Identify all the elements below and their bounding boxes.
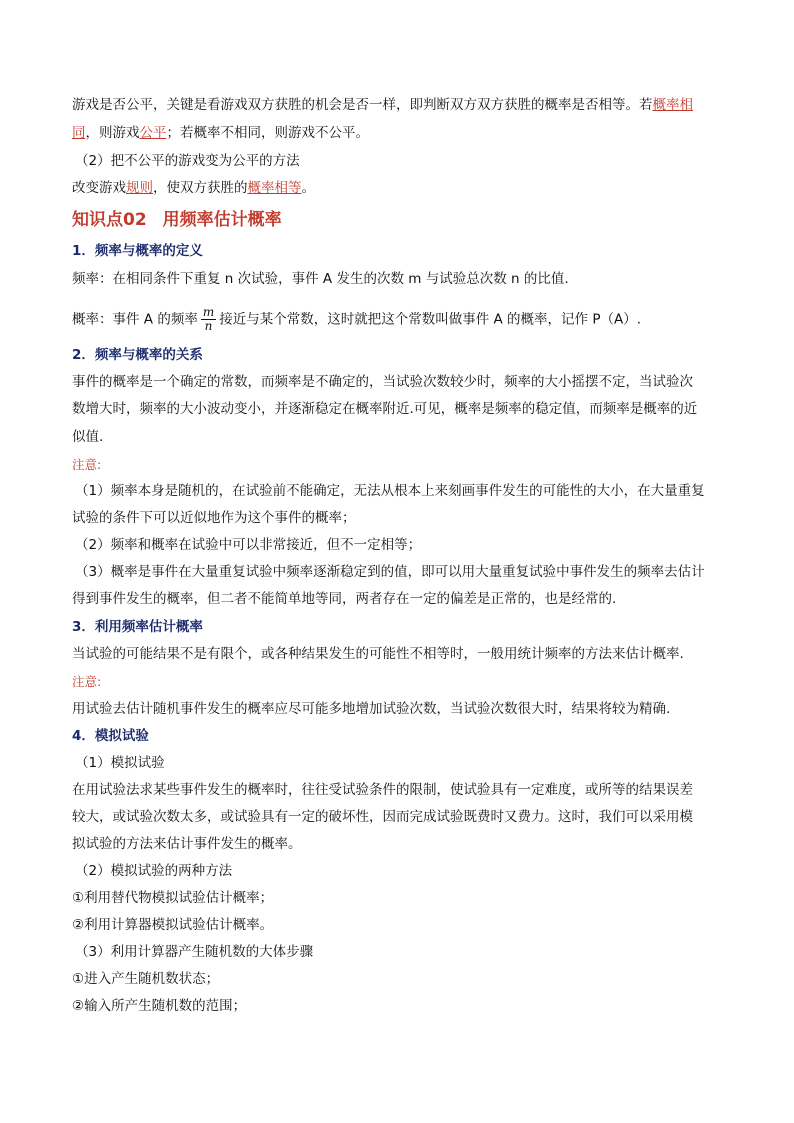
text: 改变游戏 <box>72 180 126 196</box>
text: 概率：事件 A 的频率 <box>72 311 198 328</box>
s4-step-2: ②输入所产生随机数的范围； <box>72 998 247 1014</box>
text: 游戏是否公平，关键是看游戏双方获胜的机会是否一样，即判断双方双方获胜的概率是否相等。若 <box>72 97 653 113</box>
s2-item: 得到事件发生的概率，但二者不能简单地等同，两者存在一定的偏差是正常的，也是经常的. <box>72 591 617 607</box>
s3-title: 3．利用频率估计概率 <box>72 619 203 635</box>
s3-line: 当试验的可能结果不是有限个，或各种结果发生的可能性不相等时，一般用统计频率的方法来估计概率. <box>72 646 684 662</box>
heading-title: 用频率估计概率 <box>162 210 282 230</box>
fraction-numerator: m <box>202 305 215 319</box>
fraction-denominator: n <box>204 319 213 333</box>
s4-line: 较大，或试验次数太多，或试验具有一定的破坏性，因而完成试验既费时又费力。这时，我们可以采用模 <box>72 809 693 825</box>
s4-sub3: （3）利用计算器产生随机数的大体步骤 <box>75 944 314 960</box>
text: 。 <box>301 180 315 196</box>
s4-line: 在用试验法求某些事件发生的概率时，往往受试验条件的限制，使试验具有一定难度，或所等的结果误差 <box>72 782 693 798</box>
s1-frequency-definition: 频率：在相同条件下重复 n 次试验，事件 A 发生的次数 m 与试验总次数 n 的比值. <box>72 271 569 287</box>
note-label: 注意: <box>72 457 102 472</box>
term-link[interactable]: 同 <box>72 125 86 141</box>
s2-line: 事件的概率是一个确定的常数，而频率是不确定的，当试验次数较少时，频率的大小摇摆不定，当试验次 <box>72 374 693 390</box>
s2-item: （3）概率是事件在大量重复试验中频率逐渐稳定到的值，即可以用大量重复试验中事件发生的频率去估计 <box>75 564 705 580</box>
s2-line: 数增大时，频率的大小波动变小，并逐渐稳定在概率附近.可见，概率是频率的稳定值，而频率是概率的近 <box>72 401 698 417</box>
term-link[interactable]: 规则 <box>126 180 153 196</box>
section-heading <box>72 205 282 230</box>
paragraph-change-rules <box>72 179 315 197</box>
subheading-make-fair: （2）把不公平的游戏变为公平的方法 <box>75 153 300 169</box>
s4-method-2: ②利用计算器模拟试验估计概率。 <box>72 917 274 933</box>
s4-line: 拟试验的方法来估计事件发生的概率。 <box>72 836 302 852</box>
s2-item: （1）频率本身是随机的，在试验前不能确定，无法从根本上来刻画事件发生的可能性的大小，在大量重复 <box>75 483 705 499</box>
s4-step-1: ①进入产生随机数状态； <box>72 971 220 987</box>
s2-line: 似值. <box>72 429 104 445</box>
s4-title: 4．模拟试验 <box>72 728 149 744</box>
text: ，使双方获胜的 <box>153 180 248 196</box>
s4-method-1: ①利用替代物模拟试验估计概率； <box>72 890 274 906</box>
term-link[interactable]: 概率相等 <box>247 180 302 196</box>
term-link[interactable]: 概率相 <box>652 97 693 113</box>
s2-item: 试验的条件下可以近似地作为这个事件的概率； <box>72 510 356 526</box>
s3-note-line: 用试验去估计随机事件发生的概率应尽可能多地增加试验次数，当试验次数很大时，结果将较为精确. <box>72 701 671 717</box>
heading-number: 知识点02 <box>72 210 147 230</box>
term-link[interactable]: 公平 <box>139 125 167 141</box>
note-label: 注意: <box>72 674 102 689</box>
s2-item: （2）频率和概率在试验中可以非常接近，但不一定相等； <box>75 537 422 553</box>
s2-title: 2．频率与概率的关系 <box>72 347 203 363</box>
s4-sub1: （1）模拟试验 <box>75 755 165 771</box>
s1-probability-definition <box>72 306 641 333</box>
paragraph-fairness-line2 <box>72 124 369 142</box>
text: 接近与某个常数，这时就把这个常数叫做事件 A 的概率，记作 P（A）. <box>219 311 641 328</box>
s1-title: 1．频率与概率的定义 <box>72 243 203 259</box>
text: ；若概率不相同，则游戏不公平。 <box>166 125 369 141</box>
fraction-m-over-n <box>201 306 216 333</box>
paragraph-fairness-line1 <box>72 96 693 114</box>
s4-sub2: （2）模拟试验的两种方法 <box>75 863 233 879</box>
text: ，则游戏 <box>85 125 140 141</box>
